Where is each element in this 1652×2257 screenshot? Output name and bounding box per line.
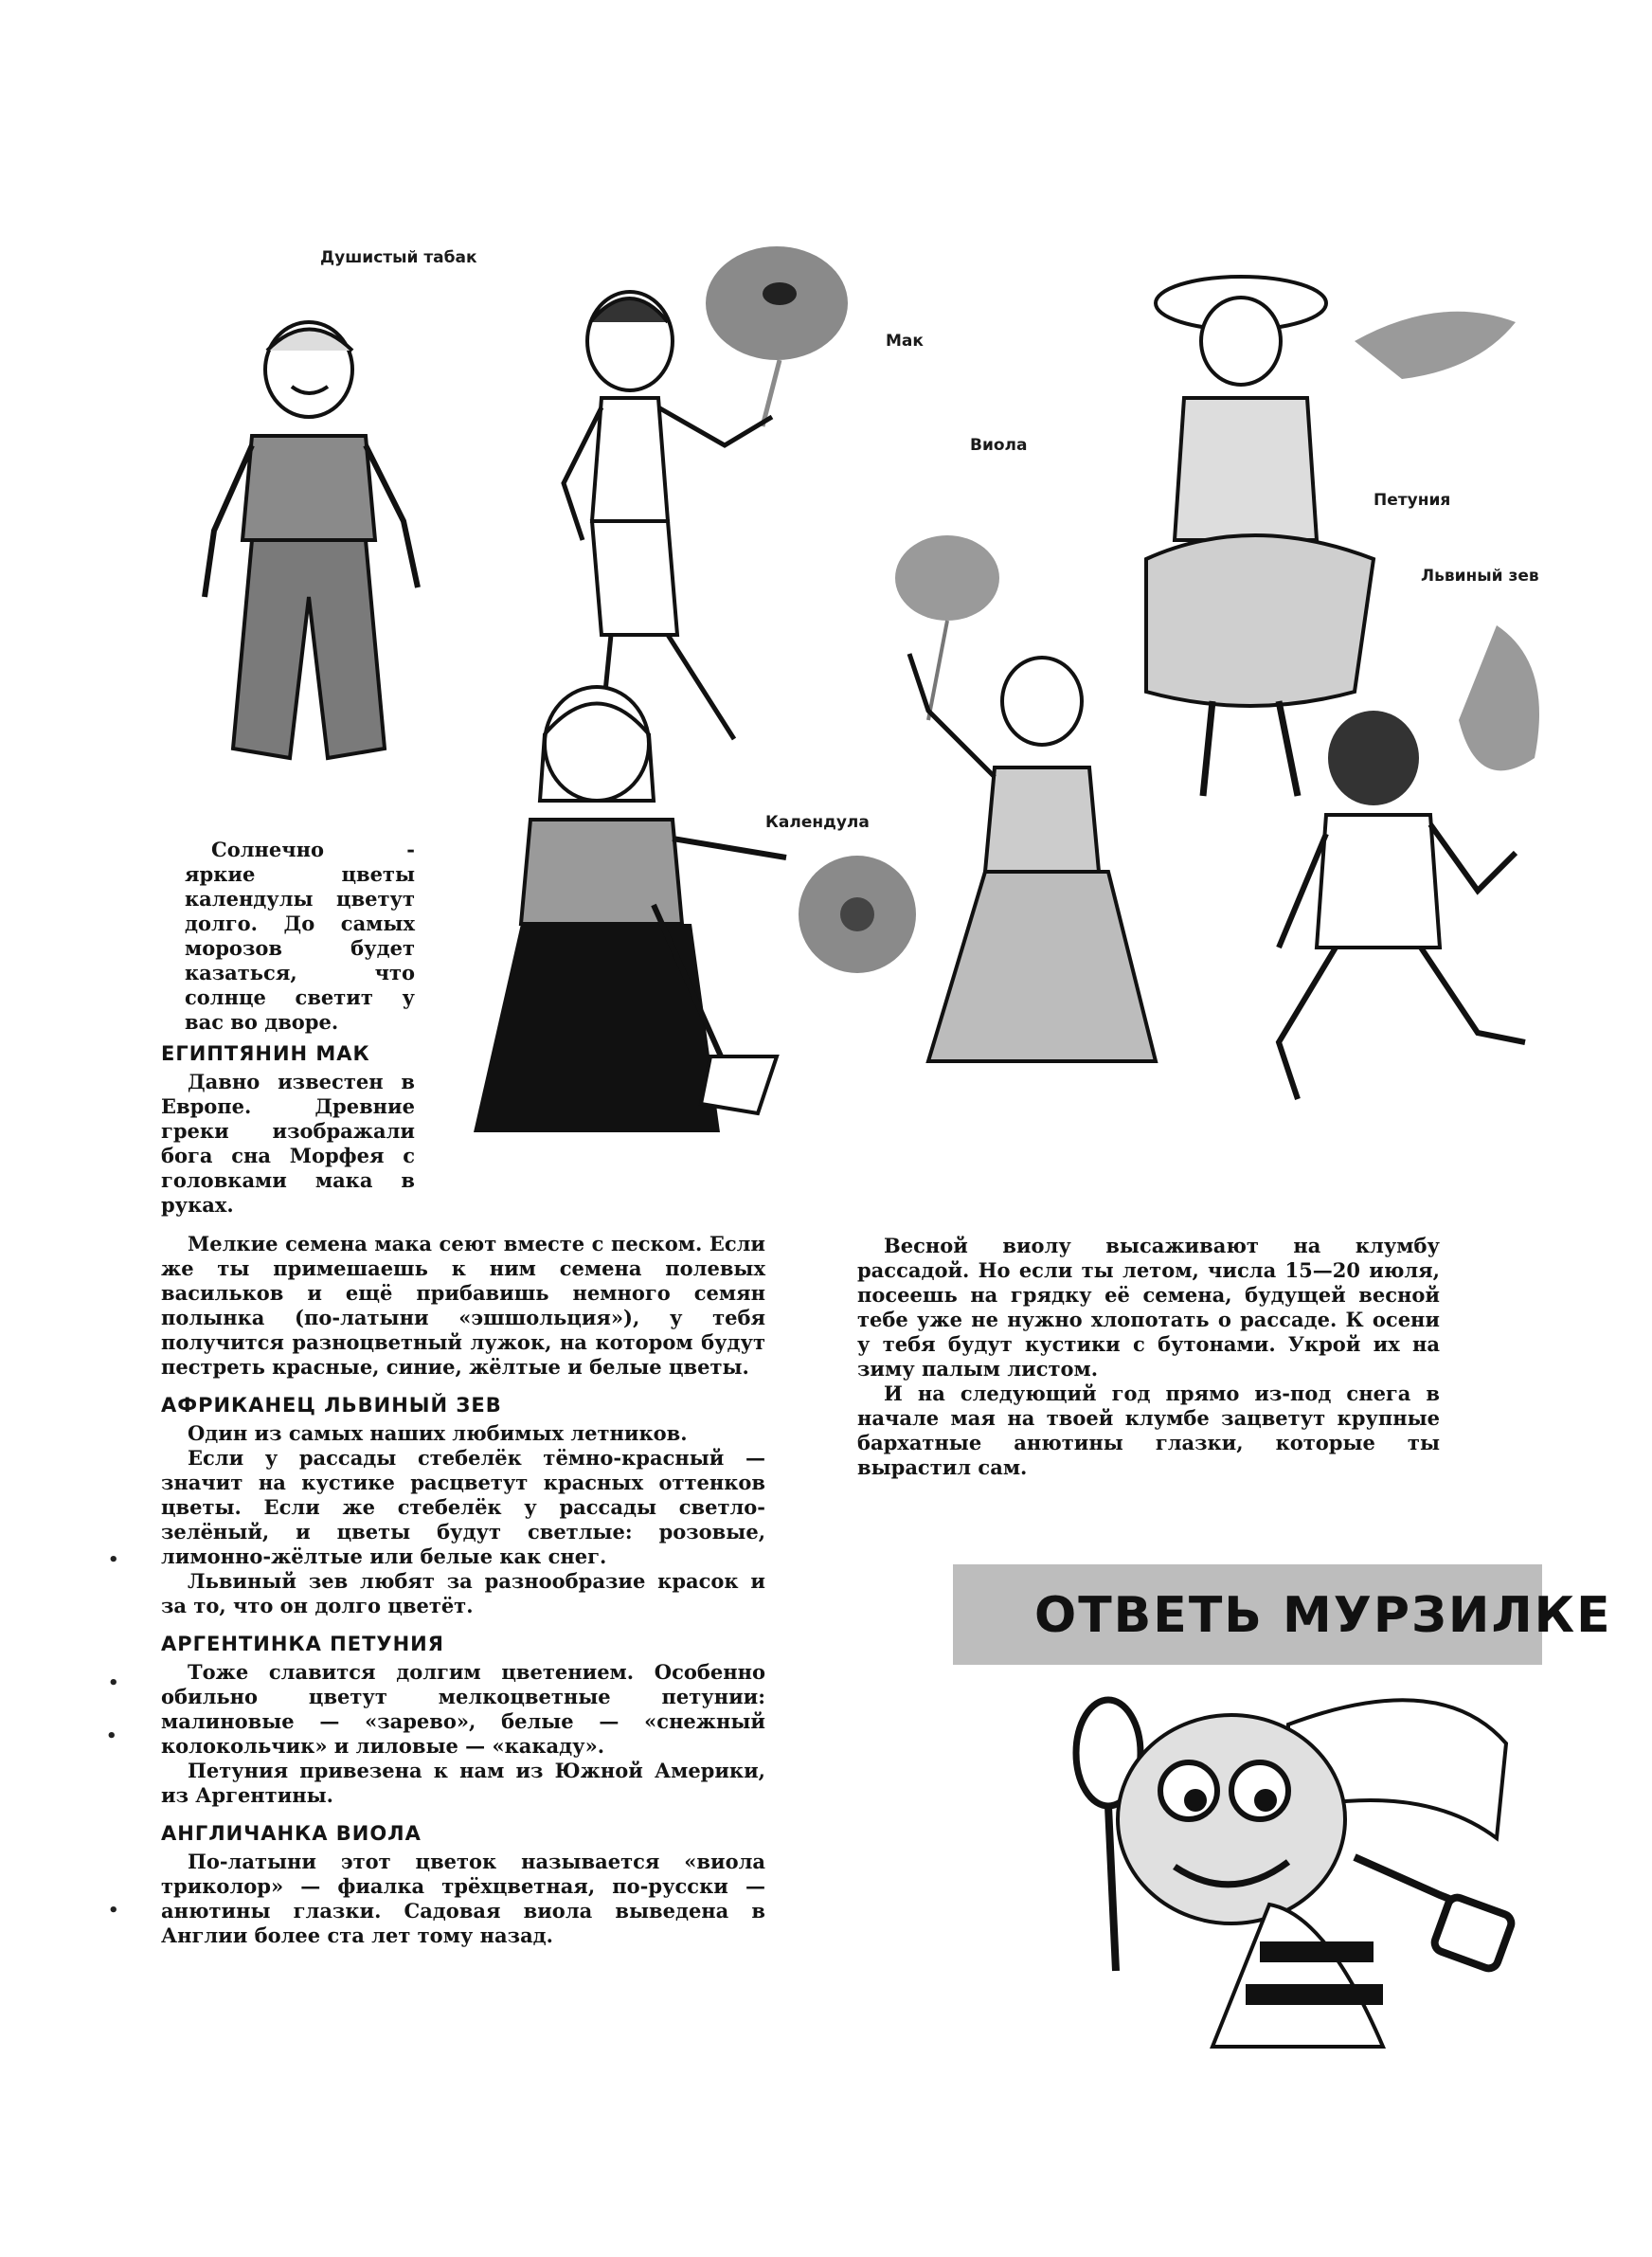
viola-paragraph-1: По-латыни этот цветок называется «виола триколор» — фиалка трёхцветная, по-русски — анютины глазки. Садовая виола выведена в Англии более ста лет тому назад. bbox=[161, 1850, 765, 1947]
margin-mark: • bbox=[106, 1726, 117, 1746]
poppy-paragraph-1: Давно известен в Европе. Древние греки изображали бога сна Морфея с головками мака в руках. bbox=[161, 1070, 415, 1217]
viola-heading: АНГЛИЧАНКА ВИОЛА bbox=[161, 1822, 422, 1845]
girl-spade-illustration bbox=[455, 677, 834, 1189]
girl-viola-illustration bbox=[871, 531, 1175, 1137]
poppy-paragraph-2: Мелкие семена мака сеют вместе с песком. Если же ты примешаешь к ним семена полевых васильков и ещё прибавишь немного семян полынка (по-латыни «эшшольция»), у тебя получится разноцветный лужок, на котором будут пестреть красные, синие, жёлтые и белые цветы. bbox=[161, 1232, 765, 1379]
banner-title: ОТВЕТЬ МУРЗИЛКЕ bbox=[1034, 1587, 1612, 1644]
poppy-heading: ЕГИПТЯНИН МАК bbox=[161, 1042, 370, 1065]
intro-text-block bbox=[185, 838, 415, 1035]
label-tobacco: Душистый табак bbox=[320, 248, 477, 267]
snapdragon-heading: АФРИКАНЕЦ ЛЬВИНЫЙ ЗЕВ bbox=[161, 1394, 502, 1417]
boy-tobacco-illustration bbox=[186, 313, 432, 786]
margin-mark: • bbox=[108, 1550, 119, 1570]
calendula-flower-icon bbox=[786, 848, 928, 981]
snapdragon-paragraph-2: Если у рассады стебелёк тёмно-красный — значит на кустике расцветут красных оттенков цветы. Если же стебелёк у рассады светло-зелёный, и цветы будут светлые: розовые, лимонно-жёлтые или белые как снег. bbox=[161, 1446, 765, 1568]
label-calendula: Календула bbox=[765, 813, 870, 832]
label-petunia: Петуния bbox=[1374, 491, 1451, 510]
petunia-paragraph-2: Петуния привезена к нам из Южной Америки, из Аргентины. bbox=[161, 1759, 765, 1807]
petunia-paragraph-1: Тоже славится долгим цветением. Особенно обильно цветут мелкоцветные петунии: малиновые — «зарево», белые — «снежный колокольчик» и лиловые — «какаду». bbox=[161, 1660, 765, 1758]
margin-mark: • bbox=[108, 1901, 119, 1921]
right-paragraph-2: И на следующий год прямо из-под снега в начале мая на твоей клумбе зацветут крупные бархатные анютины глазки, которые ты вырастил сам. bbox=[857, 1381, 1440, 1479]
poppy-section-top bbox=[161, 1028, 415, 1218]
label-poppy: Мак bbox=[886, 332, 924, 351]
answer-murzilka-banner bbox=[953, 1564, 1612, 1665]
snapdragon-paragraph-3: Львиный зев любят за разнообразие красок и за то, что он долго цветёт. bbox=[161, 1569, 765, 1617]
right-column-text bbox=[857, 1234, 1440, 1480]
label-snapdragon: Львиный зев bbox=[1421, 567, 1539, 586]
snapdragon-paragraph-1: Один из самых наших любимых летников. bbox=[188, 1421, 688, 1445]
petunia-heading: АРГЕНТИНКА ПЕТУНИЯ bbox=[161, 1633, 444, 1655]
bee-spoon-illustration bbox=[1042, 1668, 1544, 2047]
boy-snapdragon-illustration bbox=[1241, 606, 1553, 1137]
margin-mark: • bbox=[108, 1673, 119, 1693]
right-paragraph-1: Весной виолу высаживают на клумбу рассадой. Но если ты летом, числа 15—20 июля, посеешь на грядку её семена, будущей весной тебе уже не нужно хлопотать о рассаде. К осени у тебя будут кустики с бутонами. Укрой их на зиму палым листом. bbox=[857, 1234, 1440, 1381]
label-viola: Виола bbox=[970, 436, 1028, 455]
left-column-main bbox=[161, 1232, 765, 1948]
intro-paragraph: Солнечно - яркие цветы календулы цветут долго. До самых морозов будет казаться, что солнце светит у вас во дворе. bbox=[185, 838, 415, 1034]
